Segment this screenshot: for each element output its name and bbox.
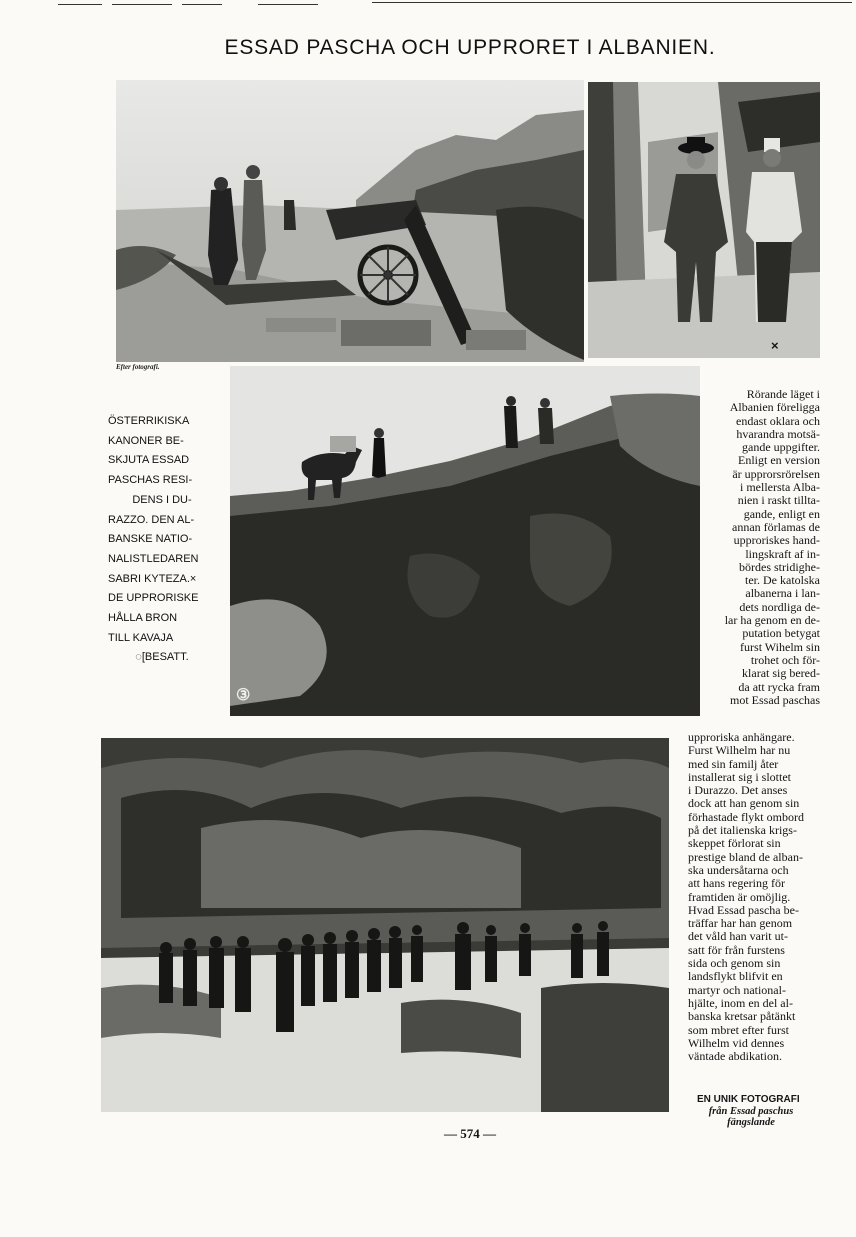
photo-hillside	[230, 366, 700, 716]
article-line: gande uppgifter.	[742, 440, 820, 455]
caption-line: BANSKE NATIO-	[108, 533, 193, 546]
photo-soldiers	[101, 738, 669, 1112]
article-column-1	[702, 388, 820, 707]
caption-line: SKJUTA ESSAD	[108, 454, 190, 467]
article-line: är upprorsrörelsen	[732, 466, 820, 481]
page-number: — 574 —	[444, 1126, 496, 1141]
article-line: dock att han genom sin	[688, 796, 800, 811]
article-line: som mbret efter furst	[688, 1022, 789, 1037]
caption-line: RAZZO. DEN AL-	[108, 513, 195, 526]
article-line: upproriska anhängare.	[688, 730, 795, 744]
article-line: upproriskes hand-	[733, 533, 820, 548]
article-line: att hans regering för	[688, 876, 785, 891]
photo-caption	[108, 412, 216, 668]
article-line: Furst Wilhelm har nu	[688, 743, 791, 758]
article-line: landsflykt blifvit en	[688, 969, 783, 984]
caption-line: KANONER BE-	[108, 434, 184, 447]
x-marker: ×	[771, 338, 779, 353]
article-line: furst Wihelm sin	[740, 639, 820, 654]
article-line: Rörande läget i	[746, 387, 820, 401]
caption-line: DENS I DU-	[132, 493, 192, 506]
article-line: dets nordliga de-	[739, 599, 820, 614]
article-line: på det italienska krigs-	[688, 823, 797, 838]
top-rule-4	[258, 4, 318, 5]
article-line: klarat sig bered-	[742, 666, 820, 681]
article-line: trohet och för-	[750, 652, 820, 667]
article-line: hjälte, inom en del al-	[688, 995, 793, 1010]
photo-cannon	[116, 80, 584, 362]
article-line: Enligt en version	[738, 453, 820, 468]
article-line: satt för från furstens	[688, 942, 785, 957]
article-line: hvarandra motsä-	[736, 426, 820, 441]
article-line: gande, enligt en	[743, 506, 820, 521]
article-line: träffar har han genom	[688, 916, 793, 931]
caption-line: SABRI KYTEZA.×	[108, 572, 197, 585]
article-line: Wilhelm vid dennes	[688, 1035, 785, 1050]
top-rule-2	[112, 4, 172, 5]
article-line: Albanien föreligga	[729, 400, 820, 415]
caption-line: TILL KAVAJA	[108, 631, 174, 644]
top-rule-1	[58, 4, 102, 5]
article-line: lingskraft af in-	[745, 546, 820, 561]
caption-line: ◌[BESATT.	[135, 651, 189, 664]
article-line: Hvad Essad pascha be-	[688, 902, 799, 917]
article-column-2	[688, 731, 820, 1063]
article-line: annan förlamas de	[732, 519, 820, 534]
article-line: framtiden är omöjlig.	[688, 889, 791, 904]
caption-line: ÖSTERRIKISKA	[108, 415, 190, 427]
article-line: ska undersåtarna och	[688, 862, 789, 877]
article-line: ter. De katolska	[745, 573, 820, 588]
top-rule-5	[372, 2, 852, 3]
article-line: sida och genom sin	[688, 956, 781, 971]
caption-line: PASCHAS RESI-	[108, 474, 193, 487]
article-line: endast oklara och	[736, 413, 820, 428]
article-line: väntade abdikation.	[688, 1049, 782, 1064]
article-line: putation betygat	[742, 626, 820, 641]
article-line: installerat sig i slottet	[688, 769, 791, 784]
article-line: med sin familj åter	[688, 756, 779, 771]
article-line: martyr och national-	[688, 982, 786, 997]
article-line: albanerna i lan-	[745, 586, 820, 601]
article-line: prestige bland de alban-	[688, 849, 803, 864]
unik-subtitle-line: fängslande	[727, 1117, 775, 1128]
article-line: nien i raskt tillta-	[737, 493, 820, 508]
caption-line: HÅLLA BRON	[108, 612, 178, 625]
caption-line: DE UPPRORISKE	[108, 592, 199, 605]
article-line: i mellersta Alba-	[740, 480, 820, 495]
article-line: banska kretsar påtänkt	[688, 1009, 796, 1024]
top-rule-3	[182, 4, 222, 5]
article-line: bördes stridighe-	[739, 559, 820, 574]
caption-line: NALISTLEDAREN	[108, 552, 199, 565]
article-line: förhastade flykt ombord	[688, 809, 804, 824]
article-line: det våld han varit ut-	[688, 929, 788, 944]
article-line: mot Essad paschas	[730, 692, 820, 707]
unik-subtitle-line: från Essad paschus	[708, 1106, 794, 1117]
figure-marker: ③	[236, 687, 251, 704]
page-title: ESSAD PASCHA OCH UPPRORET I ALBANIEN.	[224, 36, 716, 59]
photo-two-men	[588, 82, 820, 358]
unik-heading: EN UNIK FOTOGRAFI	[697, 1094, 800, 1105]
article-line: da att rycka fram	[738, 679, 820, 694]
unik-subtitle	[686, 1106, 816, 1128]
article-line: i Durazzo. Det anses	[688, 783, 788, 798]
article-line: lar ha genom en de-	[724, 613, 820, 628]
article-line: skeppet förlorat sin	[688, 836, 781, 851]
photo-credit: Efter fotografi.	[116, 363, 160, 371]
